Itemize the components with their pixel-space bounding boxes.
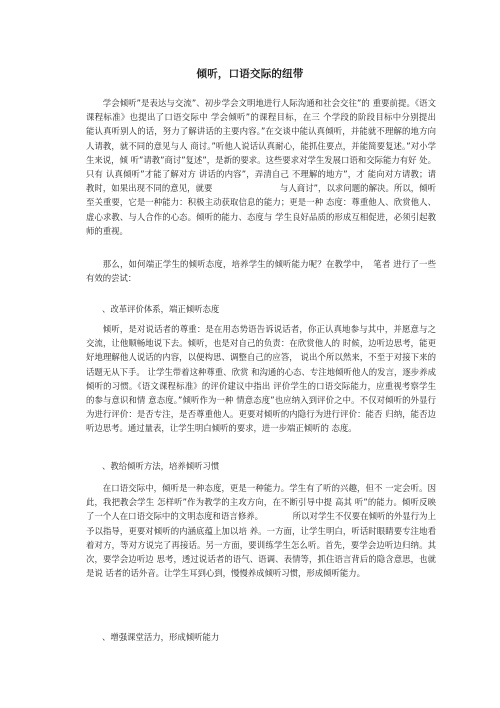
paragraph-question: 那么，如何端正学生的倾听态度，培养学生的倾听能力呢？在教学中， 笔者 进行了一些有效的尝试：: [86, 259, 436, 284]
paragraph-section-1: 倾听，是对说话者的尊重：是在用态势语告诉说话者，你正认真地参与其中，并愿意与之交流，让他顺畅地说下去。倾听，也是对自己的负责：在欣赏他人的 时候，边听边思考，能更好地理解他人说话的内容，以便构思、调整自己的应答， 说出个所以然来，不至于对接下来的话题无从下手。 让学生带着这种尊重、欣赏 和沟通的心态、专注地倾听他人的发言，逐步养成倾听的习惯。《语文课程标准》的评价建议中指出 评价学生的口语交际能力，应重视考察学生的参与意识和情 意态度。”倾听作为一种 情意态度”也应纳入到评价之中。不仅对倾听的外显行 为进行评价：是否专注，是否尊重他人。更要对倾听的内隐行为进行评价：能否 归纳，能否边听边思考。通过量表，让学生明白倾听的要求，进一步端正倾听的 态度。: [86, 324, 436, 434]
section-heading-1: 、改革评价体系，端正倾听态度: [102, 304, 220, 314]
paragraph-section-2: 在口语交际中，倾听是一种态度，更是一种能力。学生有了听的兴趣，但不 一定会听。因此，我把教会学生 怎样听”作为教学的主攻方向，在不断引导中提 高其 听”的能力。倾听反映了一个人在口语交际中的文明态度和语言修养。 所以对学生不仅要在倾听的外显行为上予以指导，更要对倾听的内涵底蕴上加以培 养。一方面，让学生明白，听话时眼睛要专注地看着对方，等对方说完了再接话。另一方面，要训练学生怎么听。首先，要学会边听边归纳。其次，要学会边听边 思考，透过说话者的语气、语调、表情等，抓住语言背后的隐含意思，也就是说 话者的话外音。让学生耳到心到，慢慢养成倾听习惯，形成倾听能力。: [86, 483, 436, 579]
paragraph-intro: 学会倾听”是表达与交流”、初步学会文明地进行人际沟通和社会交往”的 重要前提。《语文课程标准》也提出了口语交际中 学会倾听”的课程目标，在三 个学段的阶段目标中分别提出 能认真听别人的话，努力了解讲话的主要内容。”在交谈中能认真倾听，并能就不理解的地方向人请教，就不同的意见与人 商讨。”听他人说话认真耐心，能抓住要点，并能简要复述。”对小学生来说，倾 听”请教”商讨”复述”，是新的要求。这些要求对学生发展口语和交际能力有好 处。只有 认真倾听”才能了解对方 讲话的内容”，弄清自己 不理解的地方”，才 能向对方请教；请教时，如果出现不同的意见，就要 与人商讨”，以求问题的解决。所以，倾听至关重要，它是一种能力：积极主动获取信息的能力；更是一种 态度：尊重他人、欣赏他人、虚心求教、与人合作的心态。倾听的能力、态度与 学生良好品质的形成互相促进，必须引起教师的重视。: [86, 98, 478, 236]
section-heading-3: 、增强课堂活力，形成倾听能力: [102, 632, 220, 642]
document-title: 倾听，口语交际的纽带: [196, 68, 304, 80]
section-heading-2: 、教给倾听方法，培养倾听习惯: [102, 461, 220, 471]
